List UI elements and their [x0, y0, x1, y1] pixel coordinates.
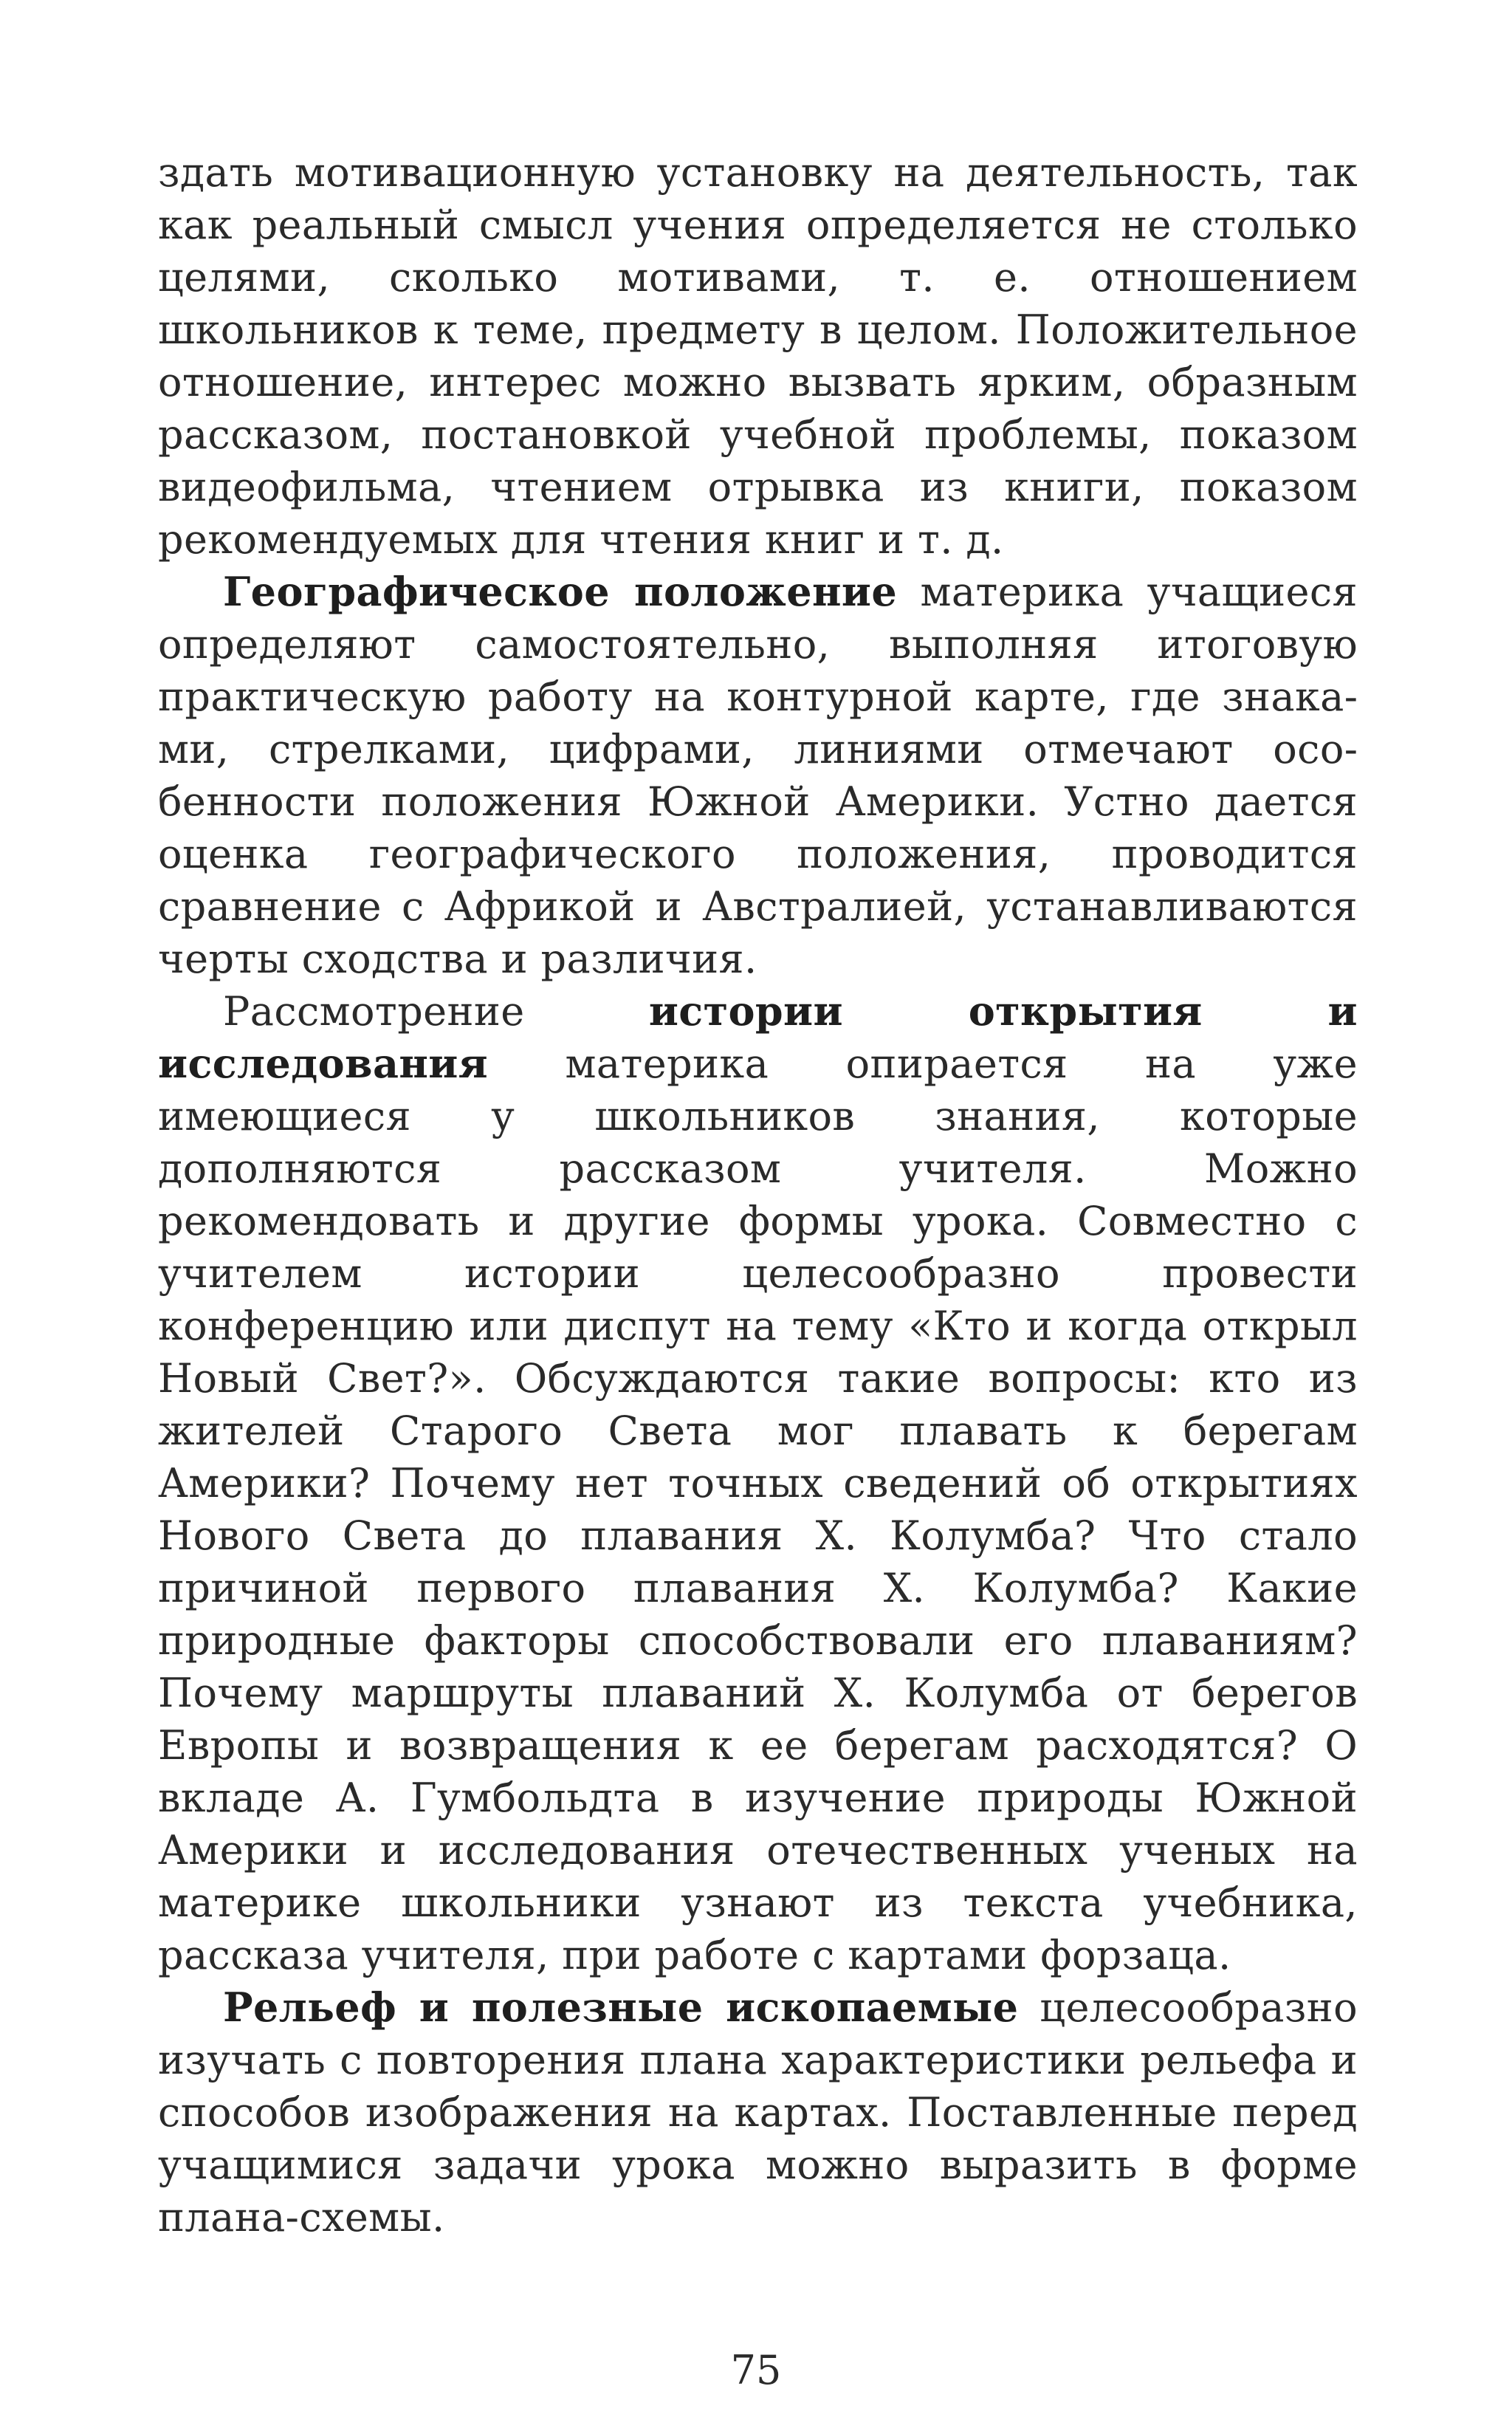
paragraph-lead: Рассмотрение	[223, 988, 649, 1035]
paragraph-discovery-history	[158, 985, 1358, 1981]
paragraph-text: материка опирается на уже имеющиеся у школьников знания, которые дополняются рассказом учителя. Можно рекомендовать и другие формы урока. Совместно с учителем истории целесообразно провести конференцию или диспут на тему «Кто и когда открыл Новый Свет?». Обсуждаются такие вопросы: кто из жителей Старого Света мог плавать к берегам Америки? Почему нет точных сведений об открытиях Нового Света до плавания Х. Колумба? Что стало причиной первого плавания Х. Колумба? Какие природные факторы способствовали его плаваниям? Почему маршруты плаваний Х. Колумба от берегов Европы и возвращения к ее берегам расходятся? О вкладе А. Гумбольдта в изучение природы Южной Америки и исследования отечественных ученых на материке школьники узнают из текста учебника, рассказа учителя, при работе с картами форзаца.	[158, 1041, 1358, 1978]
paragraph-geographic-position	[158, 566, 1358, 985]
page-number: 75	[730, 2347, 782, 2393]
paragraph-text: здать мотивационную установку на деятельность, так как реальный смысл учения определяется не столько целями, сколько мотивами, т. е. отношением школьников к теме, предмету в целом. Положительное отношение, интерес можно вызвать ярким, образным рассказом, постановкой учебной проблемы, показом видеофильма, чтением отрывка из книги, показом рекомендуемых для чтения книг и т. д.	[158, 149, 1358, 563]
paragraph-relief-minerals	[158, 1981, 1358, 2244]
paragraph-heading: Рельеф и полезные ископаемые	[223, 1984, 1019, 2031]
paragraph-text: целесообразно изучать с повторения плана характеристики рельефа и способов изображения на картах. Поставленные перед учащимися задачи урока можно выразить в форме плана-схемы.	[158, 1984, 1358, 2241]
paragraph-heading: истории открытия и исследования	[158, 987, 1358, 1087]
body-text	[158, 146, 1358, 2244]
paragraph-heading: Географическое положение	[223, 568, 898, 615]
paragraph-motivation	[158, 146, 1358, 566]
paragraph-text: материка учащиеся определяют самостоятельно, выполняя итоговую практическую работу на контурной карте, где знаками, стрелками, цифрами, линиями отмечают особенности положения Южной Америки. Устно дается оценка географического положения, проводится сравнение с Африкой и Австралией, устанавливаются черты сходства и различия.	[158, 569, 1358, 982]
